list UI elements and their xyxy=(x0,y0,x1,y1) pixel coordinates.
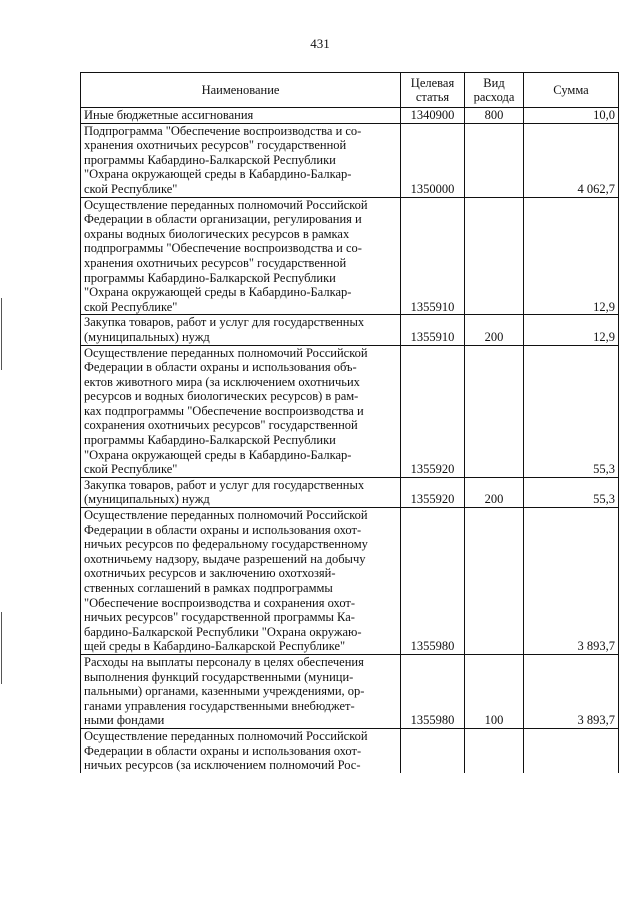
row-name: Подпрограмма "Обеспечение воспроизводства и со- хранения охотничьих ресурсов" государственной программы Кабардино-Балкарской Республики "Охрана окружающей среды в Кабардино-Балкар- ской Республике" xyxy=(81,123,401,197)
table-row xyxy=(81,108,619,124)
table-row xyxy=(81,123,619,197)
table-row xyxy=(81,197,619,315)
row-sum: 12,9 xyxy=(524,315,619,345)
row-expense-type xyxy=(465,345,524,477)
row-name: Осуществление переданных полномочий Российской Федерации в области охраны и использования объ- ектов животного мира (за исключением охотничьих ресурсов и водных биологических ресурсов) в рам- ках подпрограммы "Обеспечение воспроизводства и сохранения охотничьих ресурсов" государственной программы Кабардино-Балкарской Республики "Охрана окружающей среды в Кабардино-Балкар- ской Республике" xyxy=(81,345,401,477)
row-target-article: 1355980 xyxy=(401,654,465,728)
row-expense-type: 100 xyxy=(465,654,524,728)
row-sum: 4 062,7 xyxy=(524,123,619,197)
row-target-article: 1355910 xyxy=(401,197,465,315)
row-target-article: 1350000 xyxy=(401,123,465,197)
page-number: 431 xyxy=(310,36,330,51)
row-name: Закупка товаров, работ и услуг для государственных (муниципальных) нужд xyxy=(81,315,401,345)
budget-table xyxy=(80,72,619,773)
table-row xyxy=(81,315,619,345)
row-sum: 55,3 xyxy=(524,345,619,477)
table-header-row xyxy=(81,73,619,108)
header-target-article: Целевая статья xyxy=(401,73,465,108)
row-sum: 3 893,7 xyxy=(524,508,619,655)
row-target-article: 1340900 xyxy=(401,108,465,124)
table-row xyxy=(81,728,619,772)
row-target-article: 1355920 xyxy=(401,345,465,477)
header-expense-type: Вид расхода xyxy=(465,73,524,108)
row-name: Осуществление переданных полномочий Российской Федерации в области организации, регулирования и охраны водных биологических ресурсов в рамках подпрограммы "Обеспечение воспроизводства и со- хранения охотничьих ресурсов" государственной программы Кабардино-Балкарской Республики "Охрана окружающей среды в Кабардино-Балкар- ской Республике" xyxy=(81,197,401,315)
row-target-article: 1355910 xyxy=(401,315,465,345)
row-sum: 3 893,7 xyxy=(524,654,619,728)
row-expense-type xyxy=(465,728,524,772)
row-sum: 10,0 xyxy=(524,108,619,124)
table-row xyxy=(81,345,619,477)
row-name: Расходы на выплаты персоналу в целях обеспечения выполнения функций государственными (муници- пальными) органами, казенными учреждениями, ор- ганами управления государственными внебюджет- ными фондами xyxy=(81,654,401,728)
row-expense-type xyxy=(465,123,524,197)
row-target-article: 1355980 xyxy=(401,508,465,655)
table-row xyxy=(81,508,619,655)
table-row xyxy=(81,477,619,507)
row-name: Осуществление переданных полномочий Российской Федерации в области охраны и использования охот- ничьих ресурсов по федеральному государственному охотничьему надзору, выдаче разрешений на добычу охотничьих ресурсов и заключению охотхозяй- ственных соглашений в рамках подпрограммы "Обеспечение воспроизводства и сохранения охот- ничьих ресурсов" государственной программы Ка- бардино-Балкарской Республики "Охрана окружаю- щей среды в Кабардино-Балкарской Республике" xyxy=(81,508,401,655)
row-sum: 12,9 xyxy=(524,197,619,315)
row-name: Осуществление переданных полномочий Российской Федерации в области охраны и использования охот- ничьих ресурсов (за исключением полномочий Рос- xyxy=(81,728,401,772)
row-expense-type: 200 xyxy=(465,315,524,345)
table-row xyxy=(81,654,619,728)
row-target-article: 1355920 xyxy=(401,477,465,507)
row-expense-type: 800 xyxy=(465,108,524,124)
row-name: Закупка товаров, работ и услуг для государственных (муниципальных) нужд xyxy=(81,477,401,507)
row-expense-type xyxy=(465,197,524,315)
row-expense-type: 200 xyxy=(465,477,524,507)
scan-edge-mark xyxy=(1,612,2,684)
header-sum: Сумма xyxy=(524,73,619,108)
row-sum: 55,3 xyxy=(524,477,619,507)
scan-edge-mark xyxy=(1,298,2,370)
header-name: Наименование xyxy=(81,73,401,108)
row-name: Иные бюджетные ассигнования xyxy=(81,108,401,124)
row-target-article xyxy=(401,728,465,772)
row-sum xyxy=(524,728,619,772)
row-expense-type xyxy=(465,508,524,655)
